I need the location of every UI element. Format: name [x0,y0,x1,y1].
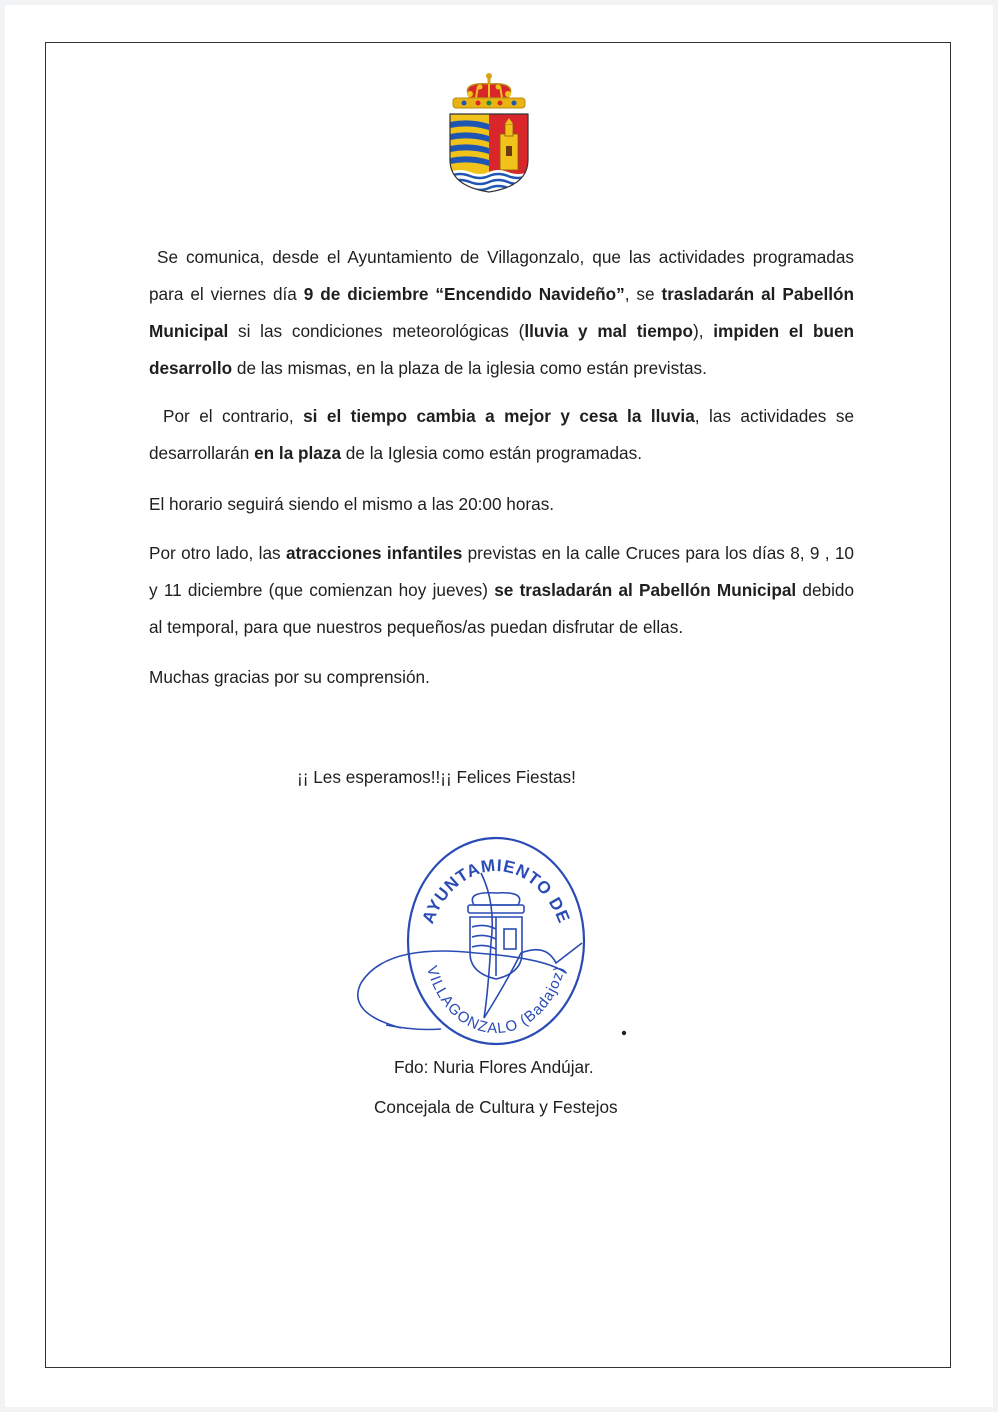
relocation-bold: trasladarán al Pabellón Municipal [149,284,855,341]
paragraph-2 [149,398,854,472]
attractions-relocation-bold: se trasladarán al Pabellón Municipal [494,580,797,600]
paragraph-5: Muchas gracias por su comprensión. [149,667,430,687]
paragraph-4 [149,535,854,646]
paragraph-1-text-a: Se comunica, desde el Ayuntamiento de Villagonzalo, que las actividades programadas para el viernes día [149,247,854,304]
paragraph-2-text-b: , las actividades se desarrollarán [149,406,854,463]
paragraph-1-text-d: ), [693,321,714,341]
weather-bold: lluvia y mal tiempo [524,321,694,341]
paragraph-2-text-a: Por el contrario, [163,406,304,426]
coat-of-arms-logo [440,68,538,196]
signer-name: Fdo: Nuria Flores Andújar. [394,1057,594,1077]
crown-icon [453,73,525,108]
paragraph-4-text-c: debido al temporal, para que nuestros pequeños/as puedan disfrutar de ellas. [149,580,855,637]
official-stamp [346,833,636,1048]
attractions-bold: atracciones infantiles [285,543,463,563]
paragraph-4-text-b: previstas en la calle Cruces para los días 8, 9 , 10 y 11 diciembre (que comienzan hoy jueves) [149,543,854,600]
paragraph-3: El horario seguirá siendo el mismo a las 20:00 horas. [149,494,555,514]
svg-text:AYUNTAMIENTO DE [418,856,573,927]
stamp-crest-icon [468,893,524,979]
paragraph-1-text-c: si las condiciones meteorológicas ( [228,321,525,341]
paragraph-1 [149,239,854,387]
event-date-bold: 9 de diciembre “Encendido Navideño” [303,284,625,304]
paragraph-1-text-b: , se [624,284,662,304]
in-plaza-bold: en la plaza [254,443,342,463]
paragraph-4-text-a: Por otro lado, las [149,543,286,563]
paragraph-1-text-e: de las mismas, en la plaza de la iglesia como están previstas. [232,358,707,378]
weather-improves-bold: si el tiempo cambia a mejor y cesa la lluvia [303,406,695,426]
closing-greeting: ¡¡ Les esperamos!!¡¡ Felices Fiestas! [297,767,576,787]
signer-role: Concejala de Cultura y Festejos [374,1097,618,1117]
stamp-top-text: AYUNTAMIENTO DE [418,855,574,927]
impede-bold: impiden el buen desarrollo [149,321,855,378]
paragraph-2-text-c: de la Iglesia como están programadas. [341,443,642,463]
stamp-bottom-text: VILLAGONZALO (Badajoz) [423,963,569,1038]
